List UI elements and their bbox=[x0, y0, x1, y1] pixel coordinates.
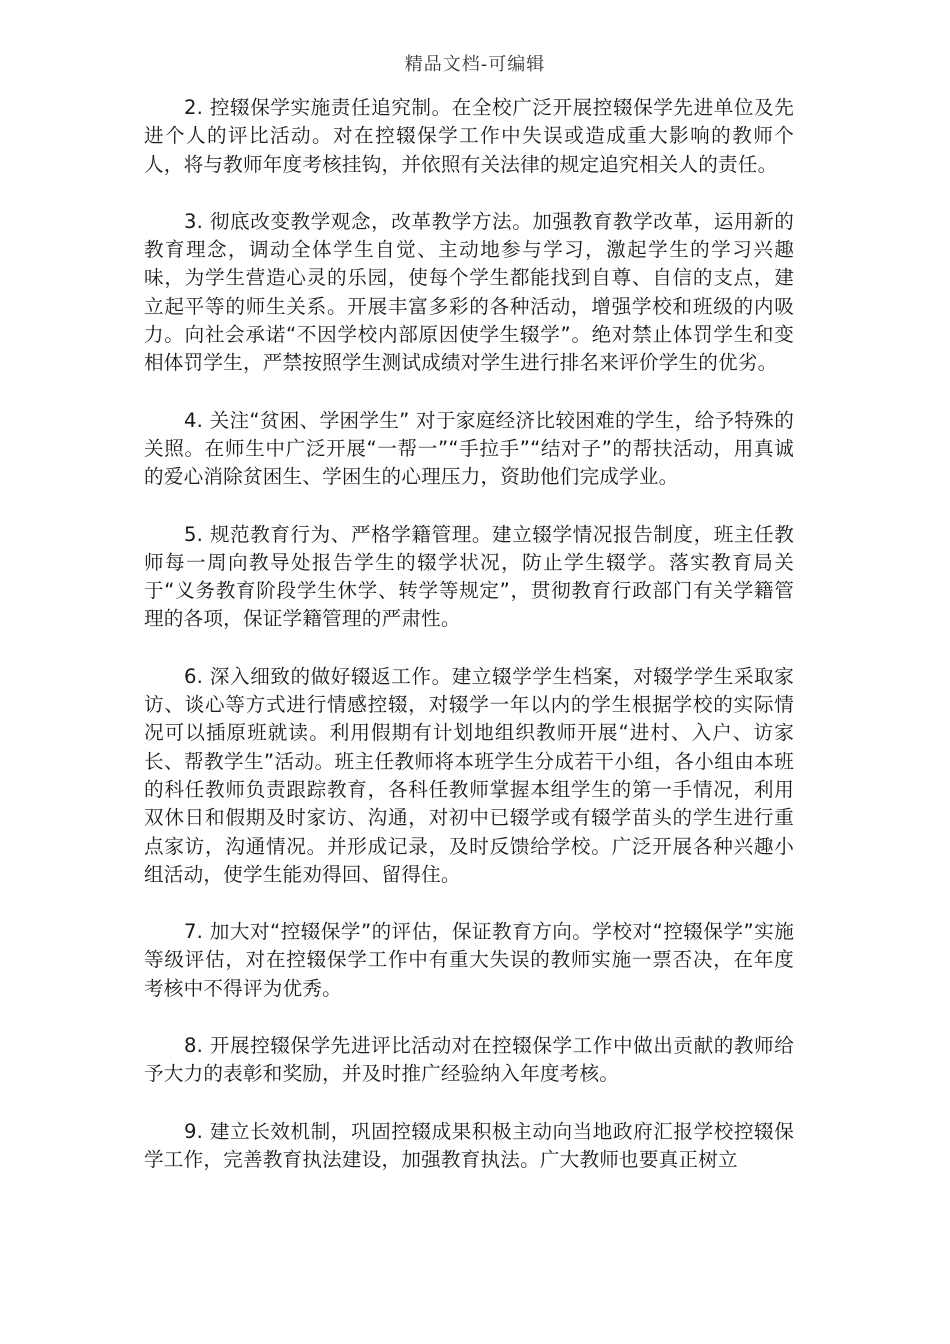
paragraph-2: 2. 控辍保学实施责任追究制。在全校广泛开展控辍保学先进单位及先进个人的评比活动。对在控辍保学工作中失误或造成重大影响的教师个人，将与教师年度考核挂钩，并依照有关法律的规定追究相关人的责任。 bbox=[144, 96, 794, 176]
page-header: 精品文档-可编辑 bbox=[404, 54, 546, 75]
paragraph-3: 3. 彻底改变教学观念，改革教学方法。加强教育教学改革，运用新的教育理念，调动全体学生自觉、主动地参与学习，激起学生的学习兴趣味，为学生营造心灵的乐园，使每个学生都能找到自尊、自信的支点，建立起平等的师生关系。开展丰富多彩的各种活动，增强学校和班级的内吸力。向社会承诺“不因学校内部原因使学生辍学”。绝对禁止体罚学生和变相体罚学生，严禁按照学生测试成绩对学生进行排名来评价学生的优劣。 bbox=[144, 209, 794, 375]
paragraph-6: 6. 深入细致的做好辍返工作。建立辍学学生档案，对辍学学生采取家访、谈心等方式进行情感控辍，对辍学一年以内的学生根据学校的实际情况可以插原班就读。利用假期有计划地组织教师开展“进村、入户、访家长、帮教学生”活动。班主任教师将本班学生分成若干小组，各小组由本班的科任教师负责跟踪教育，各科任教师掌握本组学生的第一手情况，利用双休日和假期及时家访、沟通，对初中已辍学或有辍学苗头的学生进行重点家访，沟通情况。并形成记录，及时反馈给学校。广泛开展各种兴趣小组活动，使学生能劝得回、留得住。 bbox=[144, 664, 794, 886]
paragraph-9: 9. 建立长效机制，巩固控辍成果积极主动向当地政府汇报学校控辍保学工作，完善教育执法建设，加强教育执法。广大教师也要真正树立 bbox=[144, 1119, 794, 1171]
paragraph-4: 4. 关注“贫困、学困学生” 对于家庭经济比较困难的学生，给予特殊的关照。在师生中广泛开展“一帮一”“手拉手”“结对子”的帮扶活动，用真诚的爱心消除贫困生、学困生的心理压力，资助他们完成学业。 bbox=[144, 408, 794, 489]
paragraph-5: 5. 规范教育行为、严格学籍管理。建立辍学情况报告制度，班主任教师每一周向教导处报告学生的辍学状况，防止学生辍学。落实教育局关于“义务教育阶段学生休学、转学等规定”，贯彻教育行政部门有关学籍管理的各项，保证学籍管理的严肃性。 bbox=[144, 522, 794, 631]
paragraph-8: 8. 开展控辍保学先进评比活动对在控辍保学工作中做出贡献的教师给予大力的表彰和奖励，并及时推广经验纳入年度考核。 bbox=[144, 1034, 794, 1086]
document-body bbox=[144, 94, 794, 1203]
paragraph-7: 7. 加大对“控辍保学”的评估，保证教育方向。学校对“控辍保学”实施等级评估，对在控辍保学工作中有重大失误的教师实施一票否决，在年度考核中不得评为优秀。 bbox=[144, 920, 794, 1000]
